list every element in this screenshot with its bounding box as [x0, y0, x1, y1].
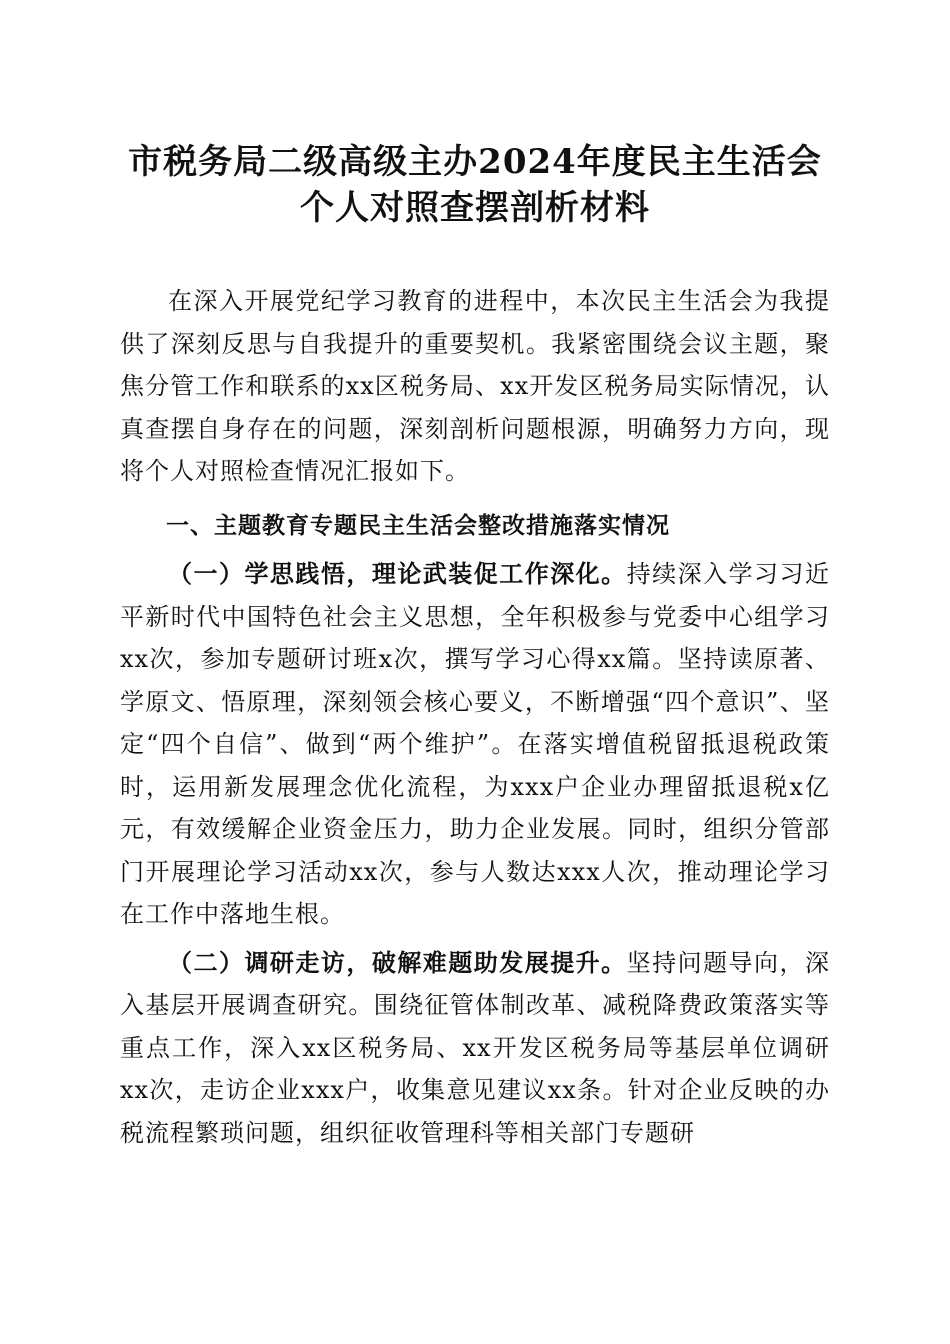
item-2-paragraph	[120, 942, 830, 1155]
item-1-paragraph	[120, 553, 830, 936]
intro-paragraph: 在深入开展党纪学习教育的进程中，本次民主生活会为我提供了深刻反思与自我提升的重要契机。我紧密围绕会议主题，聚焦分管工作和联系的xx区税务局、xx开发区税务局实际情况，认真查摆自身存在的问题，深刻剖析问题根源，明确努力方向，现将个人对照检查情况汇报如下。	[120, 287, 830, 485]
item-2-lead: （二）调研走访，破解难题助发展提升。	[168, 947, 627, 977]
item-1-body: 持续深入学习习近平新时代中国特色社会主义思想，全年积极参与党委中心组学习xx次，参加专题研讨班x次，撰写学习心得xx篇。坚持读原著、学原文、悟原理，深刻领会核心要义，不断增强“四个意识”、坚定“四个自信”、做到“两个维护”。在落实增值税留抵退税政策时，运用新发展理念优化流程，为xxx户企业办理留抵退税x亿元，有效缓解企业资金压力，助力企业发展。同时，组织分管部门开展理论学习活动xx次，参与人数达xxx人次，推动理论学习在工作中落地生根。	[120, 560, 831, 928]
document-title-line-1: 市税务局二级高级主办2024年度民主生活会	[128, 142, 822, 182]
section-1-heading: 一、主题教育专题民主生活会整改措施落实情况	[166, 512, 670, 539]
item-1-lead: （一）学思践悟，理论武装促工作深化。	[168, 559, 627, 588]
document-title-line-2: 个人对照查摆剖析材料	[300, 188, 650, 228]
item-2-body: 坚持问题导向，深入基层开展调查研究。围绕征管体制改革、减税降费政策落实等重点工作，深入xx区税务局、xx开发区税务局等基层单位调研xx次，走访企业xxx户，收集意见建议xx条。针对企业反映的办税流程繁琐问题，组织征收管理科等相关部门专题研	[120, 948, 831, 1147]
document-body	[120, 280, 830, 1154]
